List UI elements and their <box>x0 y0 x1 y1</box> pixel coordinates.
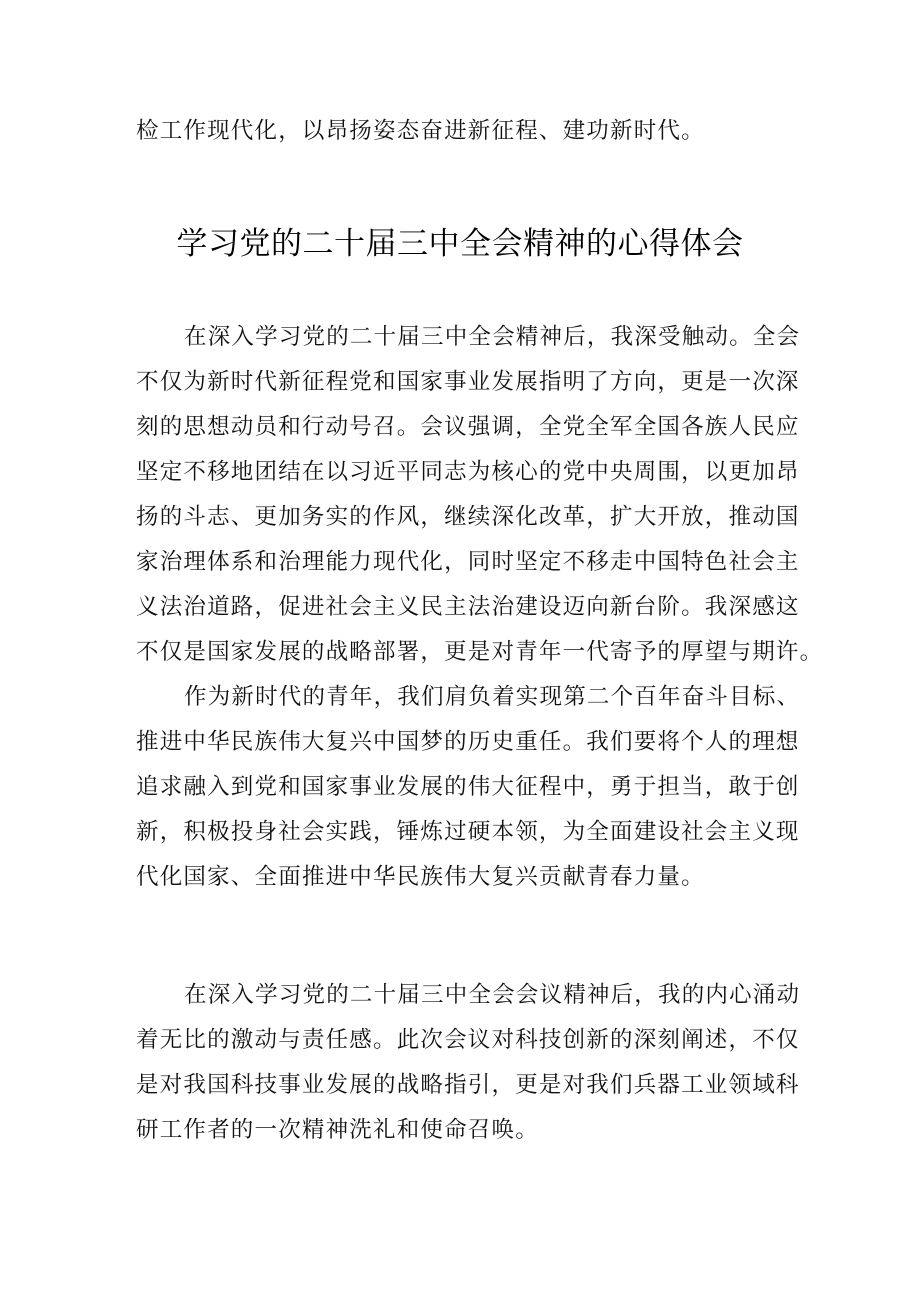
paragraph-line: 是对我国科技事业发展的战略指引，更是对我们兵器工业领域科 <box>136 1072 800 1098</box>
paragraph-line: 作为新时代的青年，我们肩负着实现第二个百年奋斗目标、 <box>184 684 801 710</box>
paragraph-line: 追求融入到党和国家事业发展的伟大征程中，勇于担当，敢于创 <box>136 774 800 800</box>
paragraph-line: 不仅是国家发展的战略部署，更是对青年一代寄予的厚望与期许。 <box>136 639 824 665</box>
continued-text-line: 检工作现代化，以昂扬姿态奋进新征程、建功新时代。 <box>136 118 705 144</box>
paragraph-line: 义法治道路，促进社会主义民主法治建设迈向新台阶。我深感这 <box>136 594 800 620</box>
paragraph-line: 新，积极投身社会实践，锤炼过硬本领，为全面建设社会主义现 <box>136 819 800 845</box>
paragraph-line: 代化国家、全面推进中华民族伟大复兴贡献青春力量。 <box>136 864 705 890</box>
paragraph-line: 在深入学习党的二十届三中全会精神后，我深受触动。全会 <box>184 324 801 350</box>
paragraph-line: 研工作者的一次精神洗礼和使命召唤。 <box>136 1117 539 1143</box>
paragraph-line: 着无比的激动与责任感。此次会议对科技创新的深刻阐述，不仅 <box>136 1027 800 1053</box>
paragraph-line: 坚定不移地团结在以习近平同志为核心的党中央周围，以更加昂 <box>136 459 800 485</box>
paragraph-line: 家治理体系和治理能力现代化，同时坚定不移走中国特色社会主 <box>136 549 800 575</box>
paragraph-line: 在深入学习党的二十届三中全会会议精神后，我的内心涌动 <box>184 982 801 1008</box>
document-title: 学习党的二十届三中全会精神的心得体会 <box>176 226 744 262</box>
paragraph-line: 扬的斗志、更加务实的作风，继续深化改革，扩大开放，推动国 <box>136 504 800 530</box>
paragraph-line: 刻的思想动员和行动号召。会议强调，全党全军全国各族人民应 <box>136 414 800 440</box>
paragraph-line: 不仅为新时代新征程党和国家事业发展指明了方向，更是一次深 <box>136 369 800 395</box>
paragraph-line: 推进中华民族伟大复兴中国梦的历史重任。我们要将个人的理想 <box>136 729 800 755</box>
